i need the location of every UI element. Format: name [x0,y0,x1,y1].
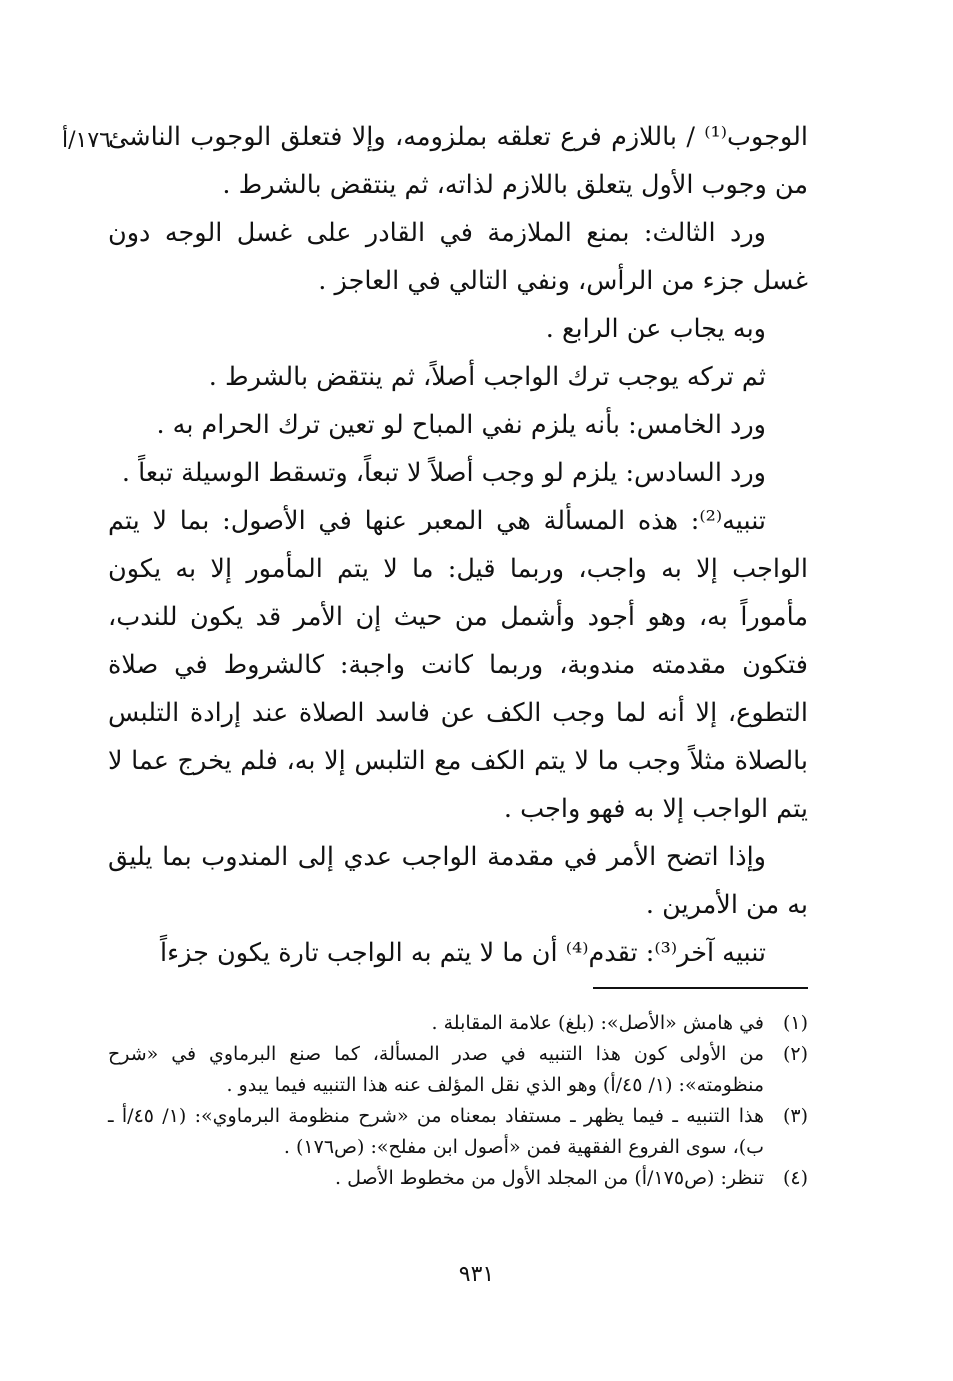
paragraph-8: وإذا اتضح الأمر في مقدمة الواجب عدي إلى المندوب بما يليق به من الأمرين . [108,842,808,920]
footnote-number: (٤) [782,1167,808,1189]
page-number: ٩٣١ [458,1262,495,1287]
footnote-text: من الأولى كون هذا التنبيه في صدر المسألة، كما صنع البرماوي في «شرح منظومته»: (١/ ٤٥/أ) وهو الذي نقل المؤلف عنه هذا التنبيه فيما يبدو . [108,1043,764,1096]
paragraph-4: ثم تركه يوجب ترك الواجب أصلاً، ثم ينتقض بالشرط . [208,362,766,392]
footnote-1 [108,1008,808,1039]
footnote-4 [108,1163,808,1194]
footnote-text: هذا التنبيه ـ فيما يظهر ـ مستفاد بمعناه من «شرح منظومة البرماوي»: (١/ ٤٥/أ ـ ب)، سوى الفروع الفقهية فمن «أصول ابن مفلح»: (ص١٧٦) . [108,1105,764,1158]
footnote-3 [108,1101,808,1163]
footnote-number: (١) [782,1012,808,1034]
paragraph-1: الوجوب⁽¹⁾ / باللازم فرع تعلقه بملزومه، وإلا فتعلق الوجوب الناشئ من وجوب الأول يتعلق باللازم لذاته، ثم ينتقض بالشرط . [108,122,808,200]
main-text-body [108,113,808,977]
paragraph-6: ورد السادس: يلزم لو وجب أصلاً لا تبعاً، وتسقط الوسيلة تبعاً . [121,458,766,488]
paragraph-2: ورد الثالث: بمنع الملازمة في القادر على غسل الوجه دون غسل جزء من الرأس، ونفي التالي في العاجز . [108,218,808,296]
paragraph-3: وبه يجاب عن الرابع . [545,314,766,344]
footnote-text: في هامش «الأصل»: (بلغ) علامة المقابلة . [431,1012,764,1034]
footnote-text: تنظر: (ص١٧٥/أ) من المجلد الأول من مخطوط الأصل . [335,1167,764,1189]
paragraph-7: تنبيه⁽²⁾: هذه المسألة هي المعبر عنها في الأصول: بما لا يتم الواجب إلا به واجب، وربما قيل: ما لا يتم المأمور إلا به يكون مأموراً به، وهو أجود وأشمل من حيث إن الأمر قد يكون للندب، فتكون مقدمته مندوبة، وربما كانت واجبة: كالشروط في صلاة التطوع، إلا أنه لما وجب الكف عن فاسد الصلاة عند إرادة التلبس بالصلاة مثلاً وجب ما لا يتم الكف مع التلبس إلا به، فلم يخرج عما لا يتم الواجب إلا به فهو واجب . [108,506,808,824]
footnotes [108,1008,808,1194]
paragraph-9: تنبيه آخر⁽³⁾: تقدم⁽⁴⁾ أن ما لا يتم به الواجب تارة يكون جزءاً [160,938,766,968]
footnote-separator [593,987,808,989]
paragraph-5: ورد الخامس: بأنه يلزم نفي المباح لو تعين ترك الحرام به . [156,410,766,440]
footnote-number: (٣) [782,1105,808,1127]
footnote-number: (٢) [782,1043,808,1065]
margin-folio-note: ١٧٦/أ [62,128,111,153]
footnote-2 [108,1039,808,1101]
